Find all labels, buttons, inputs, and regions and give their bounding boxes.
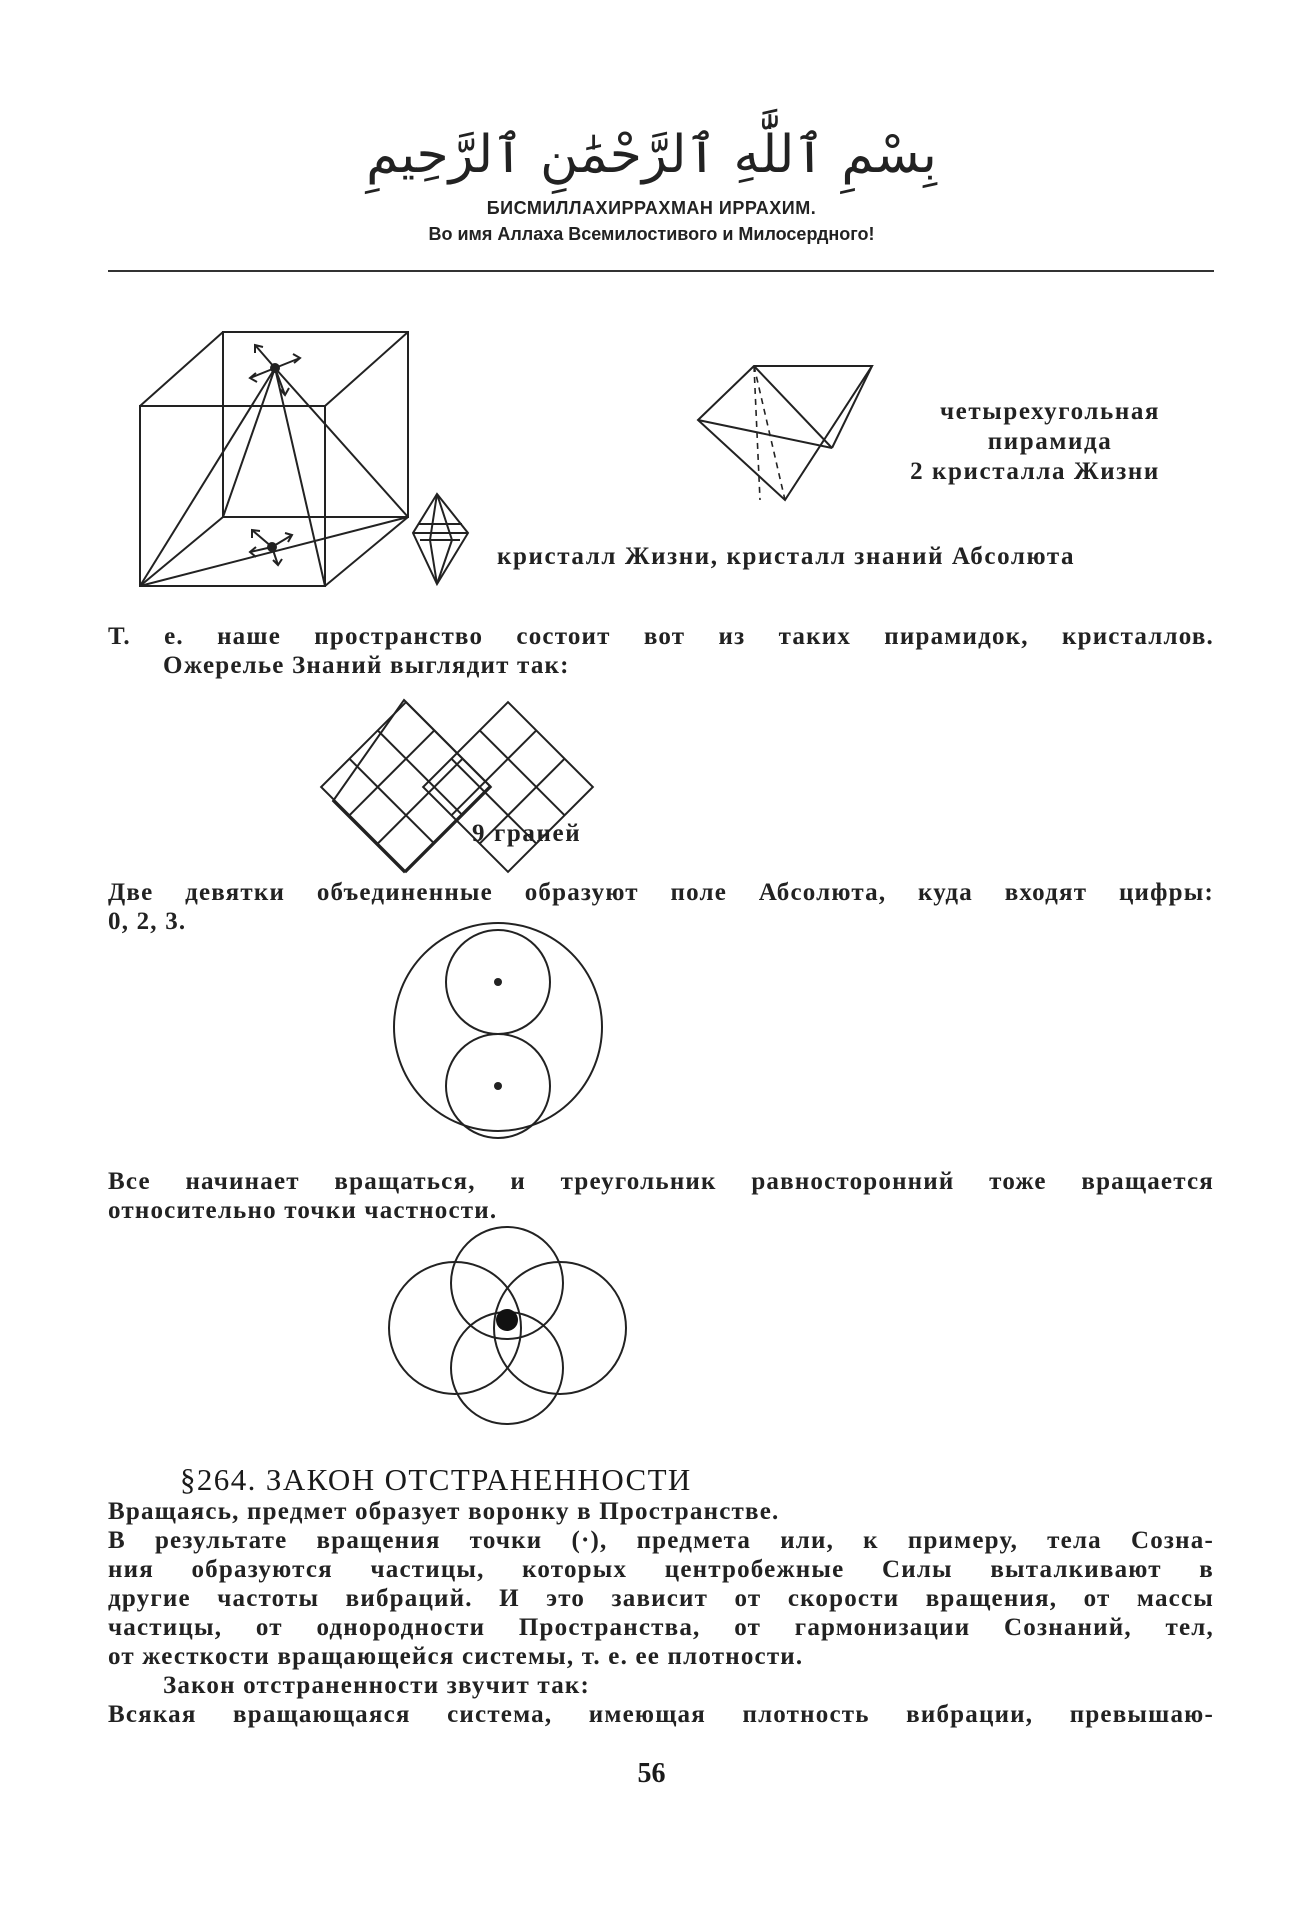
pyramid-label-line3: 2 кристалла Жизни [910,458,1160,485]
paragraph-absolute-field: Две девятки объединенные образуют поле Абсолюта, куда входят цифры: 0, 2, 3. [108,879,1214,935]
rotation-figure [0,1228,1303,1428]
section-line: Всякая вращающаяся система, имеющая плотность вибрации, превышаю- [108,1701,1214,1728]
header-transliteration: БИСМИЛЛАХИРРАХМАН ИРРАХИМ. [486,198,817,218]
section-line: Вращаясь, предмет образует воронку в Пространстве. [108,1498,780,1525]
outer-circle [394,923,602,1131]
section-line: ния образуются частицы, которых центробежные Силы выталкивают в [108,1556,1214,1583]
paragraph-rotation: Все начинает вращаться, и треугольник равносторонний тоже вращается относительно точки частности. [108,1168,1214,1224]
cube-back-face [223,332,408,517]
pyramid-edge [140,368,275,586]
absolute-field-figure [0,920,1303,1160]
page-number: 56 [637,1758,666,1789]
necklace-caption: 9 граней [472,820,582,847]
section-line: частицы, от однородности Пространства, от гармонизации Сознаний, тел, [108,1614,1214,1641]
quadrangular-pyramid-icon [698,366,872,500]
section-line: В результате вращения точки (·), предмета или, к примеру, тела Созна- [108,1527,1214,1554]
paragraph-space-structure: Т. е. наше пространство состоит вот из таких пирамидок, кристаллов. Ожерелье Знаний выглядит так: [108,623,1214,679]
section-line: Закон отстраненности звучит так: [163,1672,591,1699]
section-line: другие частоты вибраций. И это зависит от скорости вращения, от массы [108,1585,1214,1612]
pyramid-label-line1: четырехугольная [939,398,1161,425]
necklace-of-knowledge-figure [0,690,1303,890]
basmala-calligraphy: بِسْمِ ٱللَّٰهِ ٱلرَّحْمَٰنِ ٱلرَّحِيمِ [366,125,937,185]
section-body [108,1497,1214,1729]
cube-pyramid-figure [0,0,1303,620]
crystal-label: кристалл Жизни, кристалл знаний Абсолюта [497,543,1076,570]
crystal-of-life-icon [413,494,468,584]
pyramid-label-line2: пирамида [987,428,1113,455]
center-point [496,1309,518,1331]
header-translation: Во имя Аллаха Всемилостивого и Милосердного! [428,224,875,244]
cube-front-face [140,406,325,586]
section-line: от жесткости вращающейся системы, т. е. ее плотности. [108,1643,804,1670]
section-heading: §264. ЗАКОН ОТСТРАНЕННОСТИ [180,1462,692,1497]
